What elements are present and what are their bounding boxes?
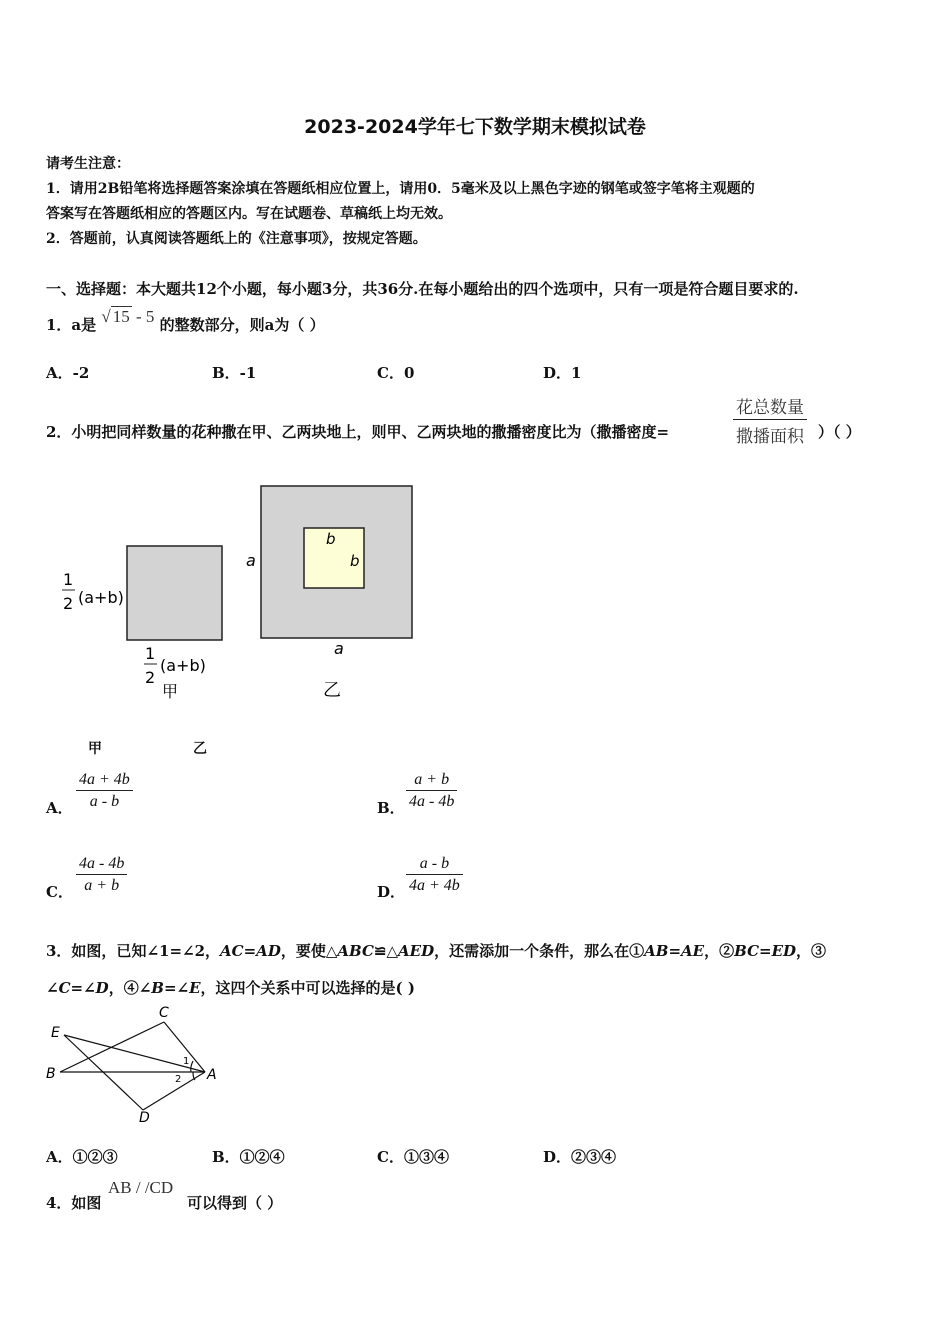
q3-text: ，③ — [796, 942, 827, 960]
radical-tail: - 5 — [131, 307, 155, 326]
numerator: 4a + 4b — [79, 771, 130, 788]
q3-triangle-figure — [40, 1002, 230, 1127]
numerator: a + b — [414, 771, 450, 788]
q3-text: ≌△ — [373, 942, 399, 960]
q3-option-a[interactable]: A．①②③ — [46, 1148, 118, 1166]
q4-prefix: 4．如图 — [46, 1194, 102, 1212]
figure-label-jia: 甲 — [162, 682, 179, 701]
q1-option-c[interactable]: C．0 — [377, 364, 415, 382]
q2-option-c-label[interactable]: C． — [46, 883, 73, 901]
vertex-E: E — [51, 1025, 60, 1041]
q3-text: ，④∠ — [108, 979, 152, 997]
q3-math: D — [95, 979, 109, 997]
page-title: 2023-2024学年七下数学期末模拟试卷 — [304, 116, 646, 138]
radicand: 15 — [112, 307, 130, 326]
q3-math: C — [58, 979, 71, 997]
q3-text: =∠ — [163, 979, 190, 997]
q3-stem-line2 — [46, 977, 415, 998]
q3-stem-line1 — [46, 940, 826, 961]
denominator: 4a + 4b — [409, 877, 460, 894]
label-b-top: b — [326, 530, 336, 548]
notice-line-1b: 答案写在答题纸相应的答题区内。写在试题卷、草稿纸上均无效。 — [46, 206, 452, 222]
q2-option-d-label[interactable]: D． — [377, 883, 406, 901]
caption-jia: 甲 — [88, 741, 102, 757]
q3-text: ，还需添加一个条件，那么在① — [434, 942, 645, 960]
notice-line-1: 1．请用2B铅笔将选择题答案涂填在答题纸相应位置上，请用0．5毫米及以上黑色字迹的钢笔或签字笔将主观题的 — [46, 181, 755, 197]
density-denominator: 撒播面积 — [736, 427, 804, 446]
segment-DA — [143, 1072, 205, 1110]
q3-text: ∠ — [46, 979, 59, 997]
side-label-half-den: 2 — [63, 594, 74, 613]
figure-label-yi: 乙 — [323, 680, 341, 701]
q3-math: BC=ED — [734, 942, 797, 960]
q2-option-a-fraction[interactable] — [76, 771, 133, 811]
q2-option-c-fraction[interactable] — [76, 855, 127, 895]
q3-text: 3．如图，已知∠1=∠2， — [46, 942, 221, 960]
numerator: 4a - 4b — [79, 855, 125, 872]
q3-text: ，② — [704, 942, 735, 960]
q3-math: AB=AE — [644, 942, 705, 960]
q3-math: ABC — [337, 942, 374, 960]
angle-arc-1 — [191, 1061, 193, 1072]
notice-line-2: 2．答题前，认真阅读答题纸上的《注意事项》，按规定答题。 — [46, 231, 427, 247]
q3-text: ，要使△ — [280, 942, 338, 960]
caption-yi: 乙 — [193, 741, 207, 757]
q3-math: E — [189, 979, 201, 997]
q2-suffix: ）（ ） — [818, 423, 861, 441]
q2-option-a-label[interactable]: A． — [46, 799, 73, 817]
q1-radical — [101, 307, 154, 326]
q4-suffix: 可以得到（ ） — [187, 1194, 283, 1212]
vertex-A: A — [207, 1067, 217, 1083]
vertex-D: D — [139, 1110, 150, 1126]
q1-suffix: 的整数部分，则a为（ ） — [159, 316, 325, 334]
vertex-B: B — [46, 1066, 56, 1082]
side-label-half-num: 1 — [63, 570, 74, 589]
angle-label-1: 1 — [183, 1056, 190, 1067]
radical-sign: √ — [101, 307, 111, 326]
q1-option-a[interactable]: A．-2 — [46, 364, 90, 382]
label-a-bottom: a — [334, 639, 344, 658]
q3-math: AED — [398, 942, 435, 960]
q3-option-b[interactable]: B．①②④ — [212, 1148, 285, 1166]
q3-text: ，这四个关系中可以选择的是( ) — [200, 979, 415, 997]
q3-option-c[interactable]: C．①③④ — [377, 1148, 449, 1166]
side-label-expr: (a+b) — [78, 588, 124, 607]
angle-label-2: 2 — [175, 1074, 182, 1085]
vertex-C: C — [159, 1005, 169, 1021]
bottom-label-expr: (a+b) — [160, 656, 206, 675]
plot-jia-square — [127, 546, 222, 640]
q1-option-b[interactable]: B．-1 — [212, 364, 257, 382]
q2-figure — [0, 470, 480, 710]
segment-BC — [60, 1022, 164, 1072]
q3-math: B — [151, 979, 164, 997]
q1-stem — [46, 307, 325, 335]
denominator: a - b — [89, 793, 120, 810]
density-numerator: 花总数量 — [736, 398, 804, 417]
q2-option-b-fraction[interactable] — [406, 771, 457, 811]
label-b-right: b — [350, 552, 360, 570]
q2-option-b-label[interactable]: B． — [377, 799, 405, 817]
q2-option-d-fraction[interactable] — [406, 855, 463, 895]
q2-stem: 2．小明把同样数量的花种撒在甲、乙两块地上，则甲、乙两块地的撒播密度比为（撒播密度= — [46, 423, 670, 441]
q3-option-d[interactable]: D．②③④ — [543, 1148, 617, 1166]
bottom-label-half-den: 2 — [145, 668, 156, 687]
q3-text: =∠ — [70, 979, 96, 997]
q1-prefix: 1．a是 — [46, 316, 97, 334]
denominator: 4a - 4b — [409, 793, 455, 810]
q3-math: AC=AD — [220, 942, 281, 960]
section-heading: 一、选择题：本大题共12个小题，每小题3分，共36分.在每小题给出的四个选项中，只有一项是符合题目要求的. — [46, 280, 799, 298]
numerator: a - b — [419, 855, 450, 872]
q1-option-d[interactable]: D．1 — [543, 364, 582, 382]
q4-math: AB / /CD — [108, 1178, 174, 1197]
density-fraction — [733, 393, 807, 447]
notice-heading: 请考生注意： — [46, 156, 130, 172]
denominator: a + b — [84, 877, 120, 894]
bottom-label-half-num: 1 — [145, 644, 156, 663]
label-a-side: a — [246, 551, 256, 570]
